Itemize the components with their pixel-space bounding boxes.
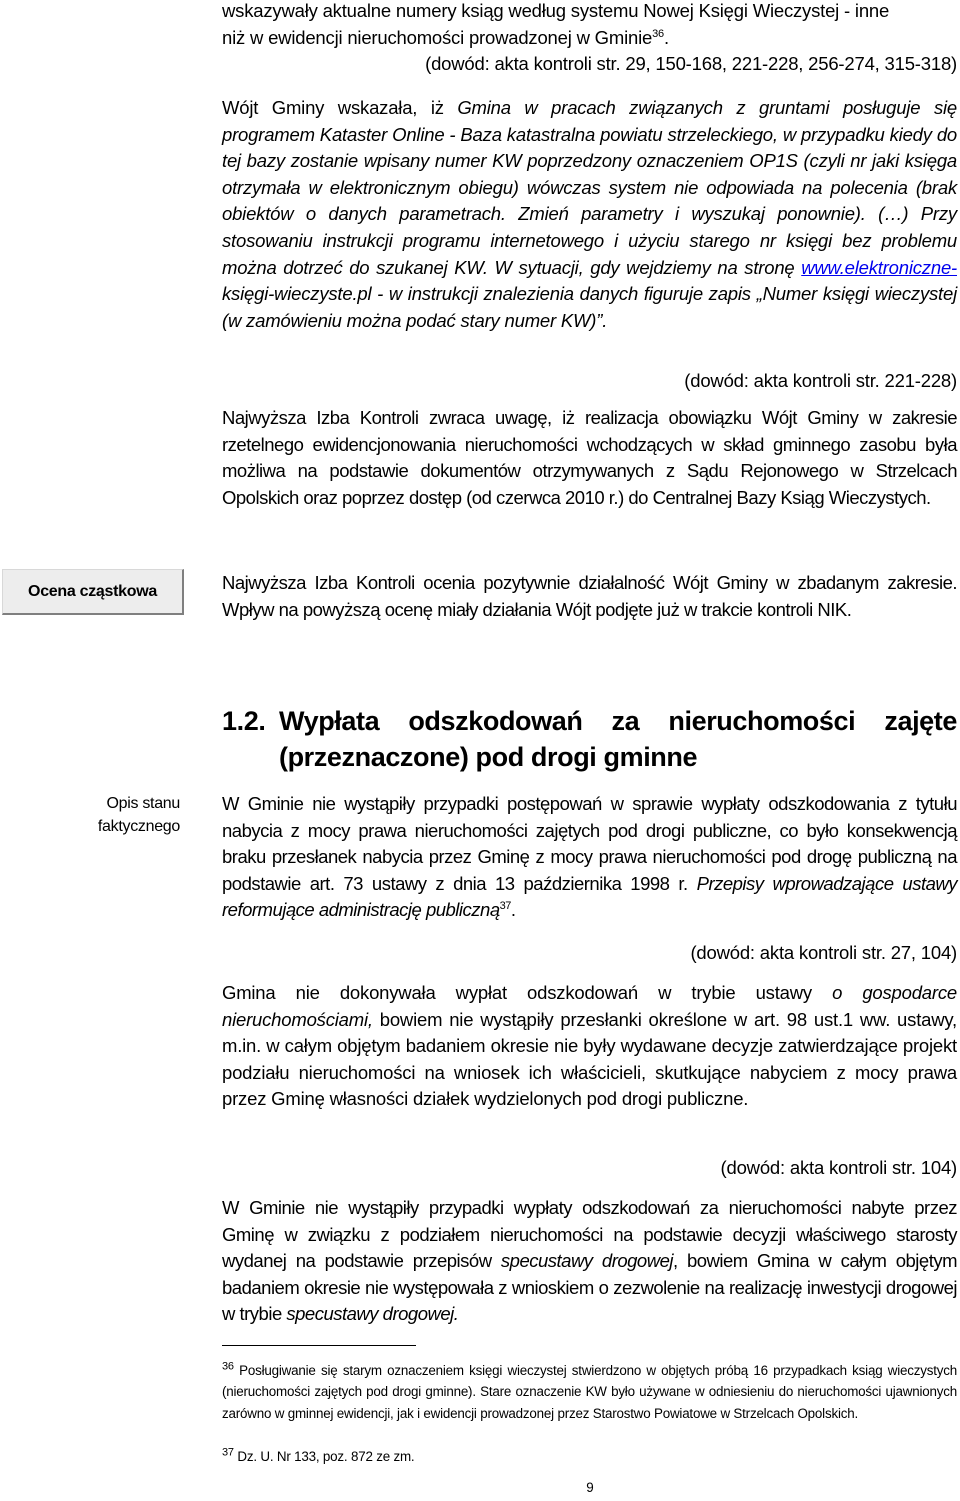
footnote-text: Dz. U. Nr 133, poz. 872 ze zm. xyxy=(233,1449,415,1464)
footnote-number: 37 xyxy=(222,1446,234,1459)
paragraph-text: , bowiem Gmina w całym objętym badaniem okresie nie występowała z wnioskiem o zezwolenie na realizację inwestycji drogowej w trybie xyxy=(222,1250,957,1325)
paragraph-text: W Gminie nie wystąpiły przypadki wypłaty odszkodowań za nieruchomości nabyte przez Gminę w związku z podziałem nieruchomości na podstawie decyzji właściwego starosty wydanej na podstawie przepisów xyxy=(222,1197,957,1272)
section-title xyxy=(279,703,957,775)
paragraph-nik-remark: Najwyższa Izba Kontroli zwraca uwagę, iż realizacja obowiązku Wójt Gminy w zakresie rzetelnego ewidencjonowania nieruchomości wchodzących w skład gminnego zasobu była możliwa na podstawie dokumentów otrzymywanych z Sądu Rejonowego w Strzelcach Opolskich oraz poprzez dostęp (od czerwca 2010 r.) do Centralnej Bazy Ksiąg Wieczystych. xyxy=(222,407,957,508)
footnote-37 xyxy=(222,1446,957,1467)
paragraph-wojt-statement xyxy=(222,95,957,334)
act-title: specustawy drogowej xyxy=(500,1250,673,1272)
paragraph-text: bowiem nie wystąpiły przesłanki określone w art. 98 ust.1 ww. ustawy, m.in. w całym objętym badaniem okresie nie były wydawane decyzje zatwierdzające projekt podziału nieruchomości na wniosek ich właścicieli, skutkujące nabyciem z mocy prawa przez Gminę własności działek wydzielonych pod drogi publiczne. xyxy=(222,1008,957,1110)
quoted-text-part: Gmina w pracach związanych z gruntami posługuje się programem Kataster Online - Baza katastralna powiatu strzeleckiego, w przypadku kiedy do tej bazy zostanie wpisany numer KW poprzedzony oznaczeniem OP1S (czyli nr jaki księga otrzymała w elektronicznym obiegu) wówczas system nie odpowiada na polecenia (brak obiektów o danych parametrach. Zmień parametry i wyszukaj ponownie). (…) Przy stosowaniu instrukcji programu internetowego i użyciu starego nr księgi bez problemu można dotrzeć do szukanej KW. W sytuacji, gdy wejdziemy na stronę xyxy=(222,97,957,278)
page-number: 9 xyxy=(586,1480,594,1495)
paragraph-text: W Gminie nie wystąpiły przypadki postępowań w sprawie wypłaty odszkodowania z tytułu nabycia z mocy prawa nieruchomości zajętych pod drogi publiczne, co było konsekwencją braku przesłanek nabycia przez Gminę z mocy prawa nieruchomości pod drogę publiczną na podstawie art. 73 ustawy z dnia 13 października 1998 r. xyxy=(222,793,957,894)
act-title: Przepisy wprowadzające ustawy reformujące administrację publiczną xyxy=(222,872,957,921)
side-label-description xyxy=(60,792,180,838)
act-title: o gospodarce nieruchomościami, xyxy=(222,982,957,1030)
evidence-note: (dowód: akta kontroli str. 29, 150-168, 221-228, 256-274, 315-318) xyxy=(425,53,957,74)
paragraph-continuation xyxy=(222,0,957,51)
act-title: specustawy drogowej. xyxy=(286,1303,459,1325)
footnote-number: 36 xyxy=(222,1360,234,1373)
punctuation: . xyxy=(663,26,669,48)
paragraph-line: wskazywały aktualne numery ksiąg według systemu Nowej Księgi Wieczystej - inne xyxy=(222,0,890,21)
paragraph-line: niż w ewidencji nieruchomości prowadzonej w Gminie xyxy=(222,26,653,48)
section-title-line: (przeznaczone) pod drogi gminne xyxy=(279,742,698,772)
paragraph-no-compensation-cases xyxy=(222,791,957,924)
evidence-note: (dowód: akta kontroli str. 104) xyxy=(720,1157,957,1178)
paragraph-specustawa xyxy=(222,1195,957,1328)
footnote-separator xyxy=(222,1345,416,1346)
footnote-36 xyxy=(222,1360,957,1424)
quoted-text-part: księgi-wieczyste.pl - w instrukcji znalezienia danych figuruje zapis „Numer księgi wieczystej (w zamówieniu można podać stary numer KW)”. xyxy=(222,283,957,331)
quoted-text xyxy=(222,97,957,331)
side-label-line: Opis stanu xyxy=(106,795,180,812)
evidence-note: (dowód: akta kontroli str. 27, 104) xyxy=(690,942,957,963)
footnote-text: Posługiwanie się starym oznaczeniem księgi wieczystej stwierdzono w objętych próbą 16 przypadkach ksiąg wieczystych (nieruchomości zajętych pod drogi gminne). Stare oznaczenie KW było używane w odniesieniu do nieruchomości ujawnionych zarówno w gminnej ewidencji, jak i ewidencji prowadzonej przez Starostwo Powiatowe w Strzelcach Opolskich. xyxy=(222,1363,957,1421)
partial-assessment-label: Ocena cząstkowa xyxy=(2,569,184,615)
website-link[interactable]: www.elektroniczne- xyxy=(801,256,957,278)
partial-assessment-text: Najwyższa Izba Kontroli ocenia pozytywnie działalność Wójt Gminy w zbadanym zakresie. Wpływ na powyższą ocenę miały działania Wójt podjęte już w trakcie kontroli NIK. xyxy=(222,572,957,620)
footnote-ref-37[interactable]: 37 xyxy=(499,900,511,913)
paragraph-no-payments xyxy=(222,980,957,1113)
punctuation: . xyxy=(510,899,516,921)
evidence-note: (dowód: akta kontroli str. 221-228) xyxy=(684,370,957,391)
paragraph-text: Gmina nie dokonywała wypłat odszkodowań w trybie ustawy xyxy=(222,982,833,1003)
section-title-line: Wypłata odszkodowań za nieruchomości zajęte xyxy=(279,706,957,736)
paragraph-text: Wójt Gminy wskazała, iż xyxy=(222,97,458,118)
footnote-ref-36[interactable]: 36 xyxy=(652,27,664,40)
side-label-line: faktycznego xyxy=(97,818,180,835)
section-number: 1.2. xyxy=(222,706,266,736)
